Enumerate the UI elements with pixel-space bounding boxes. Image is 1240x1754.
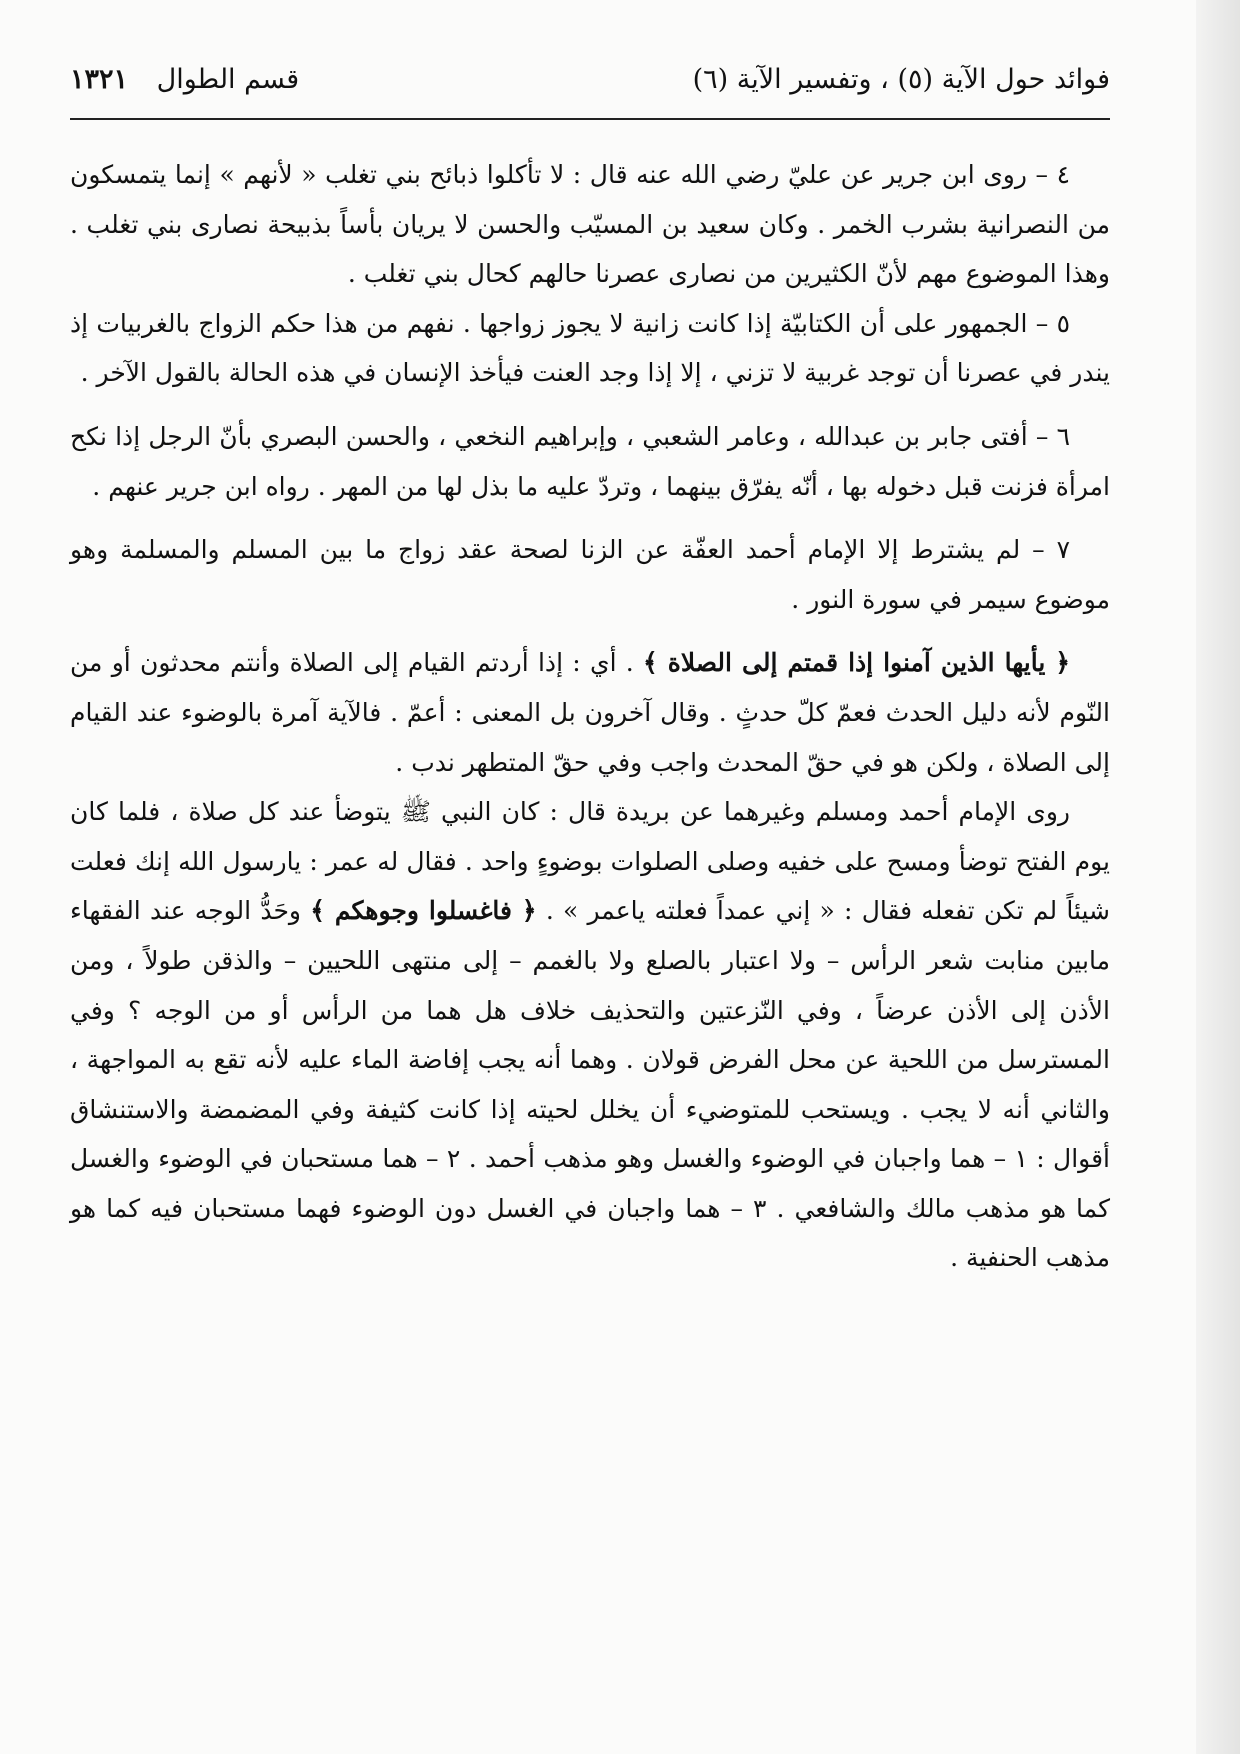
- paragraph-text: ٤ – روى ابن جرير عن عليّ رضي الله عنه قال : لا تأكلوا ذبائح بني تغلب « لأنهم » إنما يتمسكون من النصرانية بشرب الخمر . وكان سعيد بن المسيّب والحسن لا يريان بأساً بذبيحة نصارى بني تغلب . وهذا الموضوع مهم لأنّ الكثيرين من نصارى عصرنا حالهم كحال بني تغلب .: [70, 160, 1110, 289]
- header-title: فوائد حول الآية (٥) ، وتفسير الآية (٦): [692, 64, 1110, 95]
- quran-quote: ﴿ فاغسلوا وجوهكم ﴾: [310, 896, 537, 926]
- paragraph-text: . أي : إذا أردتم القيام إلى الصلاة وأنتم محدثون أو من النّوم لأنه دليل الحدث فعمّ كلّ حدثٍ . وقال آخرون بل المعنى : أعمّ . فالآية آمرة بالوضوء عند القيام إلى الصلاة ، ولكن هو في حقّ المحدث واجب وفي حقّ المتطهر ندب .: [70, 648, 1110, 777]
- running-header: [70, 58, 1110, 112]
- paragraph-text: ٥ – الجمهور على أن الكتابيّة إذا كانت زانية لا يجوز زواجها . نفهم من هذا حكم الزواج بالغربيات إذ يندر في عصرنا أن توجد غربية لا تزني ، إلا إذا وجد العنت فيأخذ الإنسان في هذه الحالة بالقول الآخر .: [70, 308, 1110, 388]
- paragraph: [70, 299, 1110, 398]
- paragraph-text: ٦ – أفتى جابر بن عبدالله ، وعامر الشعبي ، وإبراهيم النخعي ، والحسن البصري بأنّ الرجل إذا نكح امرأة فزنت قبل دخوله بها ، أنّه يفرّق بينهما ، وتردّ عليه ما بذل لها من المهر . رواه ابن جرير عنهم .: [70, 421, 1110, 501]
- paragraph-text: وحَدُّ الوجه عند الفقهاء مابين منابت شعر الرأس – ولا اعتبار بالصلع ولا بالغمم – إلى منتهى اللحيين – والذقن طولاً ، ومن الأذن إلى الأذن عرضاً ، وفي النّزعتين والتحذيف خلاف هل هما من الرأس أو من الوجه ؟ وفي المسترسل من اللحية عن محل الفرض قولان . وهما أنه يجب إفاضة الماء عليه لأنه تقع به المواجهة ، والثاني أنه لا يجب . ويستحب للمتوضيء أن يخلل لحيته إذا كانت كثيفة وفي المضمضة والاستنشاق أقوال : ١ – هما واجبان في الوضوء والغسل وهو مذهب أحمد . ٢ – هما مستحبان في الوضوء والغسل كما هو مذهب مالك والشافعي . ٣ – هما واجبان في الغسل دون الوضوء فهما مستحبان فيه كما هو مذهب الحنفية .: [70, 896, 1110, 1273]
- paragraph: [70, 638, 1110, 787]
- main-text: [70, 150, 1110, 1283]
- header-section: [70, 64, 299, 95]
- quran-quote: ﴿ يأيها الذين آمنوا إذا قمتم إلى الصلاة ﴾: [643, 648, 1070, 678]
- paragraph: [70, 150, 1110, 299]
- page-number: ١٣٢١: [70, 64, 129, 95]
- page-edge-shadow: [1196, 0, 1240, 1754]
- header-rule: [70, 118, 1110, 120]
- section-name: قسم الطوال: [156, 64, 300, 95]
- paragraph: [70, 412, 1110, 511]
- paragraph: [70, 787, 1110, 1283]
- paragraph-text: ٧ – لم يشترط إلا الإمام أحمد العفّة عن الزنا لصحة عقد زواج ما بين المسلم والمسلمة وهو موضوع سيمر في سورة النور .: [70, 535, 1110, 614]
- paragraph: [70, 525, 1110, 624]
- paragraph-text: روى الإمام أحمد ومسلم وغيرهما عن بريدة قال : كان النبي ﷺ يتوضأ عند كل صلاة ، فلما كان يوم الفتح توضأ ومسح على خفيه وصلى الصلوات بوضوءٍ واحد . فقال له عمر : يارسول الله إنك فعلت شيئاً لم تكن تفعله فقال : « إني عمداً فعلته ياعمر » .: [70, 797, 1110, 926]
